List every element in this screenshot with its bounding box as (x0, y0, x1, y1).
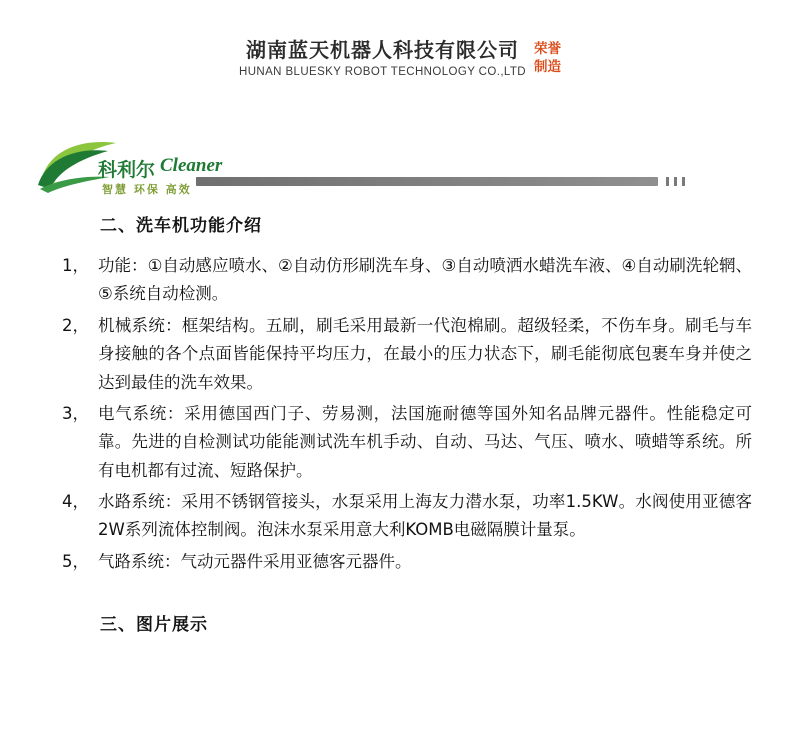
company-name-en: HUNAN BLUESKY ROBOT TECHNOLOGY CO.,LTD (238, 66, 526, 78)
list-item (62, 312, 752, 397)
list-item (62, 488, 752, 545)
document-header (0, 0, 800, 78)
rule-dot (682, 177, 685, 186)
list-item-number: 3， (62, 403, 89, 423)
list-item (62, 548, 752, 576)
brand-slogan: 智慧 环保 高效 (102, 183, 192, 196)
honor-badge-line2: 制造 (534, 59, 561, 76)
company-name-cn: 湖南蓝天机器人科技有限公司 (245, 38, 519, 62)
document-body (0, 211, 800, 635)
honor-badge-line1: 荣誉 (534, 41, 561, 57)
brand-name-cn: 科利尔 (98, 159, 156, 181)
company-name-block (239, 38, 526, 78)
list-item-number: 5， (62, 551, 89, 571)
brand-name-en: Cleaner (160, 155, 223, 176)
honor-badge (534, 40, 561, 76)
header-rule-bar (196, 177, 658, 186)
rule-dot (666, 177, 669, 186)
list-item-text: 功能：①自动感应喷水、②自动仿形刷洗车身、③自动喷洒水蜡洗车液、④自动刷洗轮辋、⑤系统自动检测。 (98, 256, 752, 304)
list-item-number: 4， (62, 492, 89, 511)
list-item-number: 1， (62, 256, 89, 275)
brand-logo (36, 133, 223, 205)
feature-list (62, 252, 752, 576)
header-inner (239, 38, 561, 78)
list-item-text: 水路系统：采用不锈钢管接头，水泵采用上海友力潜水泵，功率1.5KW。水阀使用亚德客2W系列流体控制阀。泡沫水泵采用意大利KOMB电磁隔膜计量泵。 (98, 492, 752, 540)
list-item-number: 2， (62, 315, 89, 335)
section-heading-functions: 二、洗车机功能介绍 (100, 216, 262, 236)
list-item-text: 气路系统：气动元器件采用亚德客元器件。 (98, 551, 412, 571)
list-item-text: 电气系统：采用德国西门子、劳易测，法国施耐德等国外知名品牌元器件。性能稳定可靠。先进的自检测试功能能测试洗车机手动、自动、马达、气压、喷水、喷蜡等系统。所有电机都有过流、短路保护。 (98, 403, 752, 480)
rule-dot (674, 177, 677, 186)
logo-band (0, 133, 800, 205)
list-item (62, 400, 752, 485)
section-heading-gallery: 三、图片展示 (100, 615, 208, 636)
list-item-text: 机械系统：框架结构。五刷，刷毛采用最新一代泡棉刷。超级轻柔，不伤车身。刷毛与车身接触的各个点面皆能保持平均压力，在最小的压力状态下，刷毛能彻底包裹车身并使之达到最佳的洗车效果。 (98, 315, 752, 392)
header-rule-dots (666, 177, 685, 186)
list-item (62, 252, 752, 309)
